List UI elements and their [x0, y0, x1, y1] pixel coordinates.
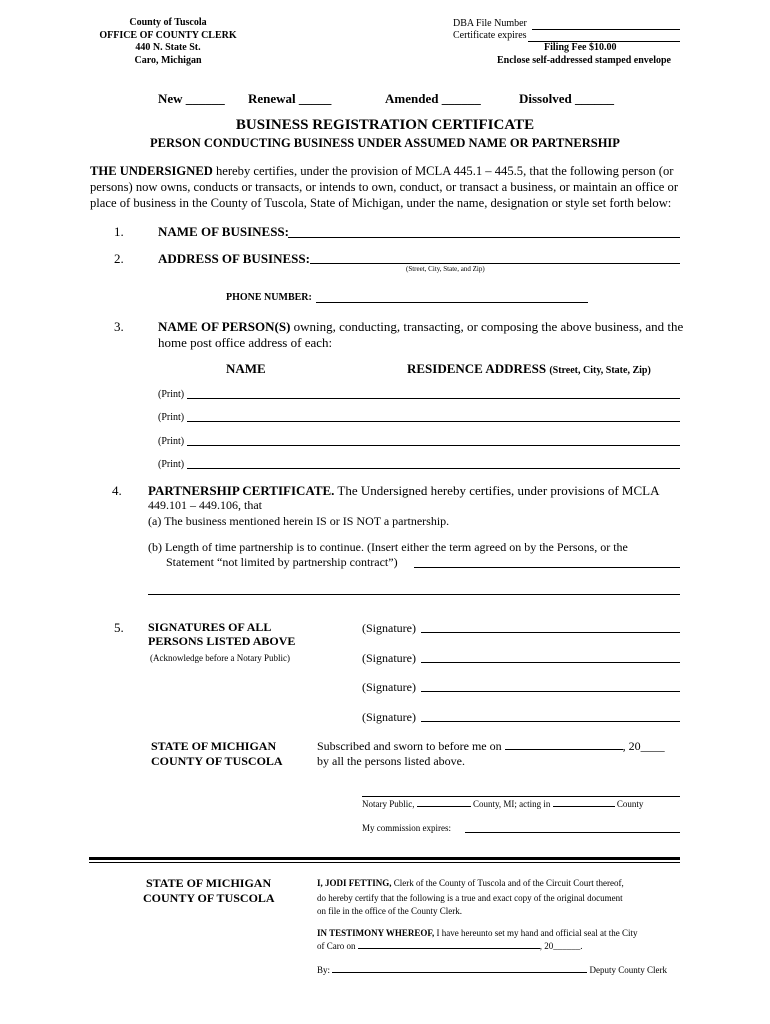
- notary-public-label: Notary Public,: [362, 799, 415, 809]
- clerk-county: COUNTY OF TUSCOLA: [143, 891, 275, 905]
- sworn-line: [317, 739, 665, 754]
- signature-field-3[interactable]: [421, 691, 680, 692]
- notary-county-field[interactable]: [417, 806, 471, 807]
- signature-label-4: (Signature): [362, 710, 416, 724]
- phone-number-field[interactable]: [316, 302, 588, 303]
- county-name: County of Tuscola: [129, 17, 207, 28]
- deputy-signature-field[interactable]: [332, 972, 587, 973]
- testimony-text: I have hereunto set my hand and official seal at the City: [434, 928, 638, 938]
- intro-paragraph: [90, 163, 684, 211]
- envelope-note: Enclose self-addressed stamped envelope: [497, 55, 671, 66]
- deputy-by-line: [317, 965, 667, 975]
- partnership-clause-a: (a) The business mentioned herein IS or IS NOT a partnership.: [148, 514, 450, 528]
- dba-file-number-label: DBA File Number: [453, 18, 527, 29]
- status-new[interactable]: New ______: [158, 91, 225, 106]
- notary-note: (Acknowledge before a Notary Public): [150, 653, 290, 663]
- testimony-lead: IN TESTIMONY WHEREOF,: [317, 928, 435, 938]
- persons-label-bold: NAME OF PERSON(S): [158, 319, 291, 334]
- print-label-1: (Print): [158, 389, 185, 400]
- item1-number: 1.: [114, 224, 124, 239]
- person-3-field[interactable]: [187, 445, 680, 446]
- person-4-field[interactable]: [187, 468, 680, 469]
- filing-fee: Filing Fee $10.00: [544, 42, 617, 53]
- page-subtitle: PERSON CONDUCTING BUSINESS UNDER ASSUMED NAME OR PARTNERSHIP: [150, 136, 620, 150]
- intro-lead: THE UNDERSIGNED: [90, 164, 213, 178]
- column-address-hint: (Street, City, State, Zip): [549, 365, 651, 376]
- partnership-label: [148, 483, 659, 499]
- persons-label: [158, 319, 683, 335]
- item3-number: 3.: [114, 319, 124, 334]
- partnership-line2: 449.101 – 449.106, that: [148, 498, 262, 512]
- section-divider: [89, 857, 680, 860]
- partnership-label-rest: The Undersigned hereby certifies, under provisions of MCLA: [334, 483, 660, 498]
- partnership-label-bold: PARTNERSHIP CERTIFICATE.: [148, 483, 335, 498]
- clerk-cert-line-3: on file in the office of the County Clerk.: [317, 906, 463, 916]
- clerk-cert-line-1: [317, 878, 624, 888]
- item4-number: 4.: [112, 483, 122, 498]
- clerk-office-address: [88, 17, 248, 67]
- address-hint: (Street, City, State, and Zip): [406, 265, 485, 273]
- business-address-label: ADDRESS OF BUSINESS:: [158, 251, 310, 266]
- signature-label-2: (Signature): [362, 651, 416, 665]
- partnership-term-field-2[interactable]: [148, 594, 680, 595]
- notary-state: STATE OF MICHIGAN: [151, 739, 277, 753]
- business-name-field[interactable]: [288, 237, 680, 238]
- sworn-year: , 20____: [622, 739, 665, 753]
- caro-year: , 20______.: [539, 941, 583, 951]
- signature-label-1: (Signature): [362, 621, 416, 635]
- notary-public-line: [362, 799, 643, 809]
- signature-field-4[interactable]: [421, 721, 680, 722]
- partnership-clause-b-line2: Statement “not limited by partnership contract”): [166, 555, 398, 569]
- signatures-label-2: PERSONS LISTED ABOVE: [148, 634, 296, 648]
- by-all-persons: by all the persons listed above.: [317, 754, 465, 768]
- clerk-cert-line-2: do hereby certify that the following is a true and exact copy of the original document: [317, 893, 623, 903]
- intro-text: hereby certifies, under the provision of MCLA 445.1 – 445.5, that the following person (or persons) now owns, conducts or transacts, or intends to own, conduct, or transact a business, or maintain an office or place of business in the County of Tuscola, State of Michigan, under the name, designation or style set forth below:: [90, 164, 679, 210]
- print-label-3: (Print): [158, 436, 185, 447]
- notary-signature-field[interactable]: [362, 796, 680, 797]
- person-1-field[interactable]: [187, 398, 680, 399]
- person-2-field[interactable]: [187, 421, 680, 422]
- commission-expires-field[interactable]: [465, 832, 680, 833]
- page-title: BUSINESS REGISTRATION CERTIFICATE: [235, 117, 535, 133]
- by-label: By:: [317, 965, 331, 975]
- caro-date-line: [317, 941, 583, 951]
- column-address-header: [407, 361, 651, 377]
- office-street: 440 N. State St.: [135, 42, 201, 53]
- sworn-date-field[interactable]: [505, 749, 623, 750]
- signature-field-2[interactable]: [421, 662, 680, 663]
- signature-label-3: (Signature): [362, 680, 416, 694]
- print-label-4: (Print): [158, 459, 185, 470]
- business-name-label: NAME OF BUSINESS:: [158, 224, 289, 239]
- deputy-label: Deputy County Clerk: [589, 965, 668, 975]
- column-address-label: RESIDENCE ADDRESS: [407, 361, 547, 376]
- notary-county-suffix: County: [616, 799, 644, 809]
- persons-label-line2: home post office address of each:: [158, 335, 333, 350]
- clerk-name: I, JODI FETTING,: [317, 878, 392, 888]
- certificate-expires-label: Certificate expires: [453, 30, 527, 41]
- notary-county: COUNTY OF TUSCOLA: [151, 754, 283, 768]
- status-renewal[interactable]: Renewal _____: [248, 91, 332, 106]
- notary-acting-label: County, MI; acting in: [473, 799, 551, 809]
- commission-expires-label: My commission expires:: [362, 823, 451, 833]
- clerk-cert-text-1: Clerk of the County of Tuscola and of the Circuit Court thereof,: [391, 878, 624, 888]
- signatures-label-1: SIGNATURES OF ALL: [148, 620, 272, 634]
- status-dissolved[interactable]: Dissolved ______: [519, 91, 614, 106]
- status-amended[interactable]: Amended ______: [385, 91, 481, 106]
- testimony-line: [317, 928, 638, 938]
- notary-acting-county-field[interactable]: [553, 806, 615, 807]
- print-label-2: (Print): [158, 412, 185, 423]
- partnership-term-field[interactable]: [414, 567, 680, 568]
- phone-number-label: PHONE NUMBER:: [226, 292, 312, 303]
- clerk-state: STATE OF MICHIGAN: [146, 876, 272, 890]
- signature-field-1[interactable]: [421, 632, 680, 633]
- caro-date-field[interactable]: [358, 948, 540, 949]
- dba-file-number-field[interactable]: [532, 29, 680, 30]
- column-name-header: NAME: [226, 361, 266, 376]
- item5-number: 5.: [114, 620, 124, 635]
- business-address-field[interactable]: [310, 263, 680, 264]
- item2-number: 2.: [114, 251, 124, 266]
- sworn-text: Subscribed and sworn to before me on: [317, 739, 502, 753]
- partnership-clause-b: (b) Length of time partnership is to continue. (Insert either the term agreed on by the Persons, or the: [148, 540, 628, 554]
- caro-label: of Caro on: [317, 941, 356, 951]
- section-divider-thin: [89, 862, 680, 863]
- persons-label-rest: owning, conducting, transacting, or composing the above business, and the: [290, 319, 684, 334]
- office-city: Caro, Michigan: [134, 54, 202, 66]
- office-name: OFFICE OF COUNTY CLERK: [99, 29, 237, 41]
